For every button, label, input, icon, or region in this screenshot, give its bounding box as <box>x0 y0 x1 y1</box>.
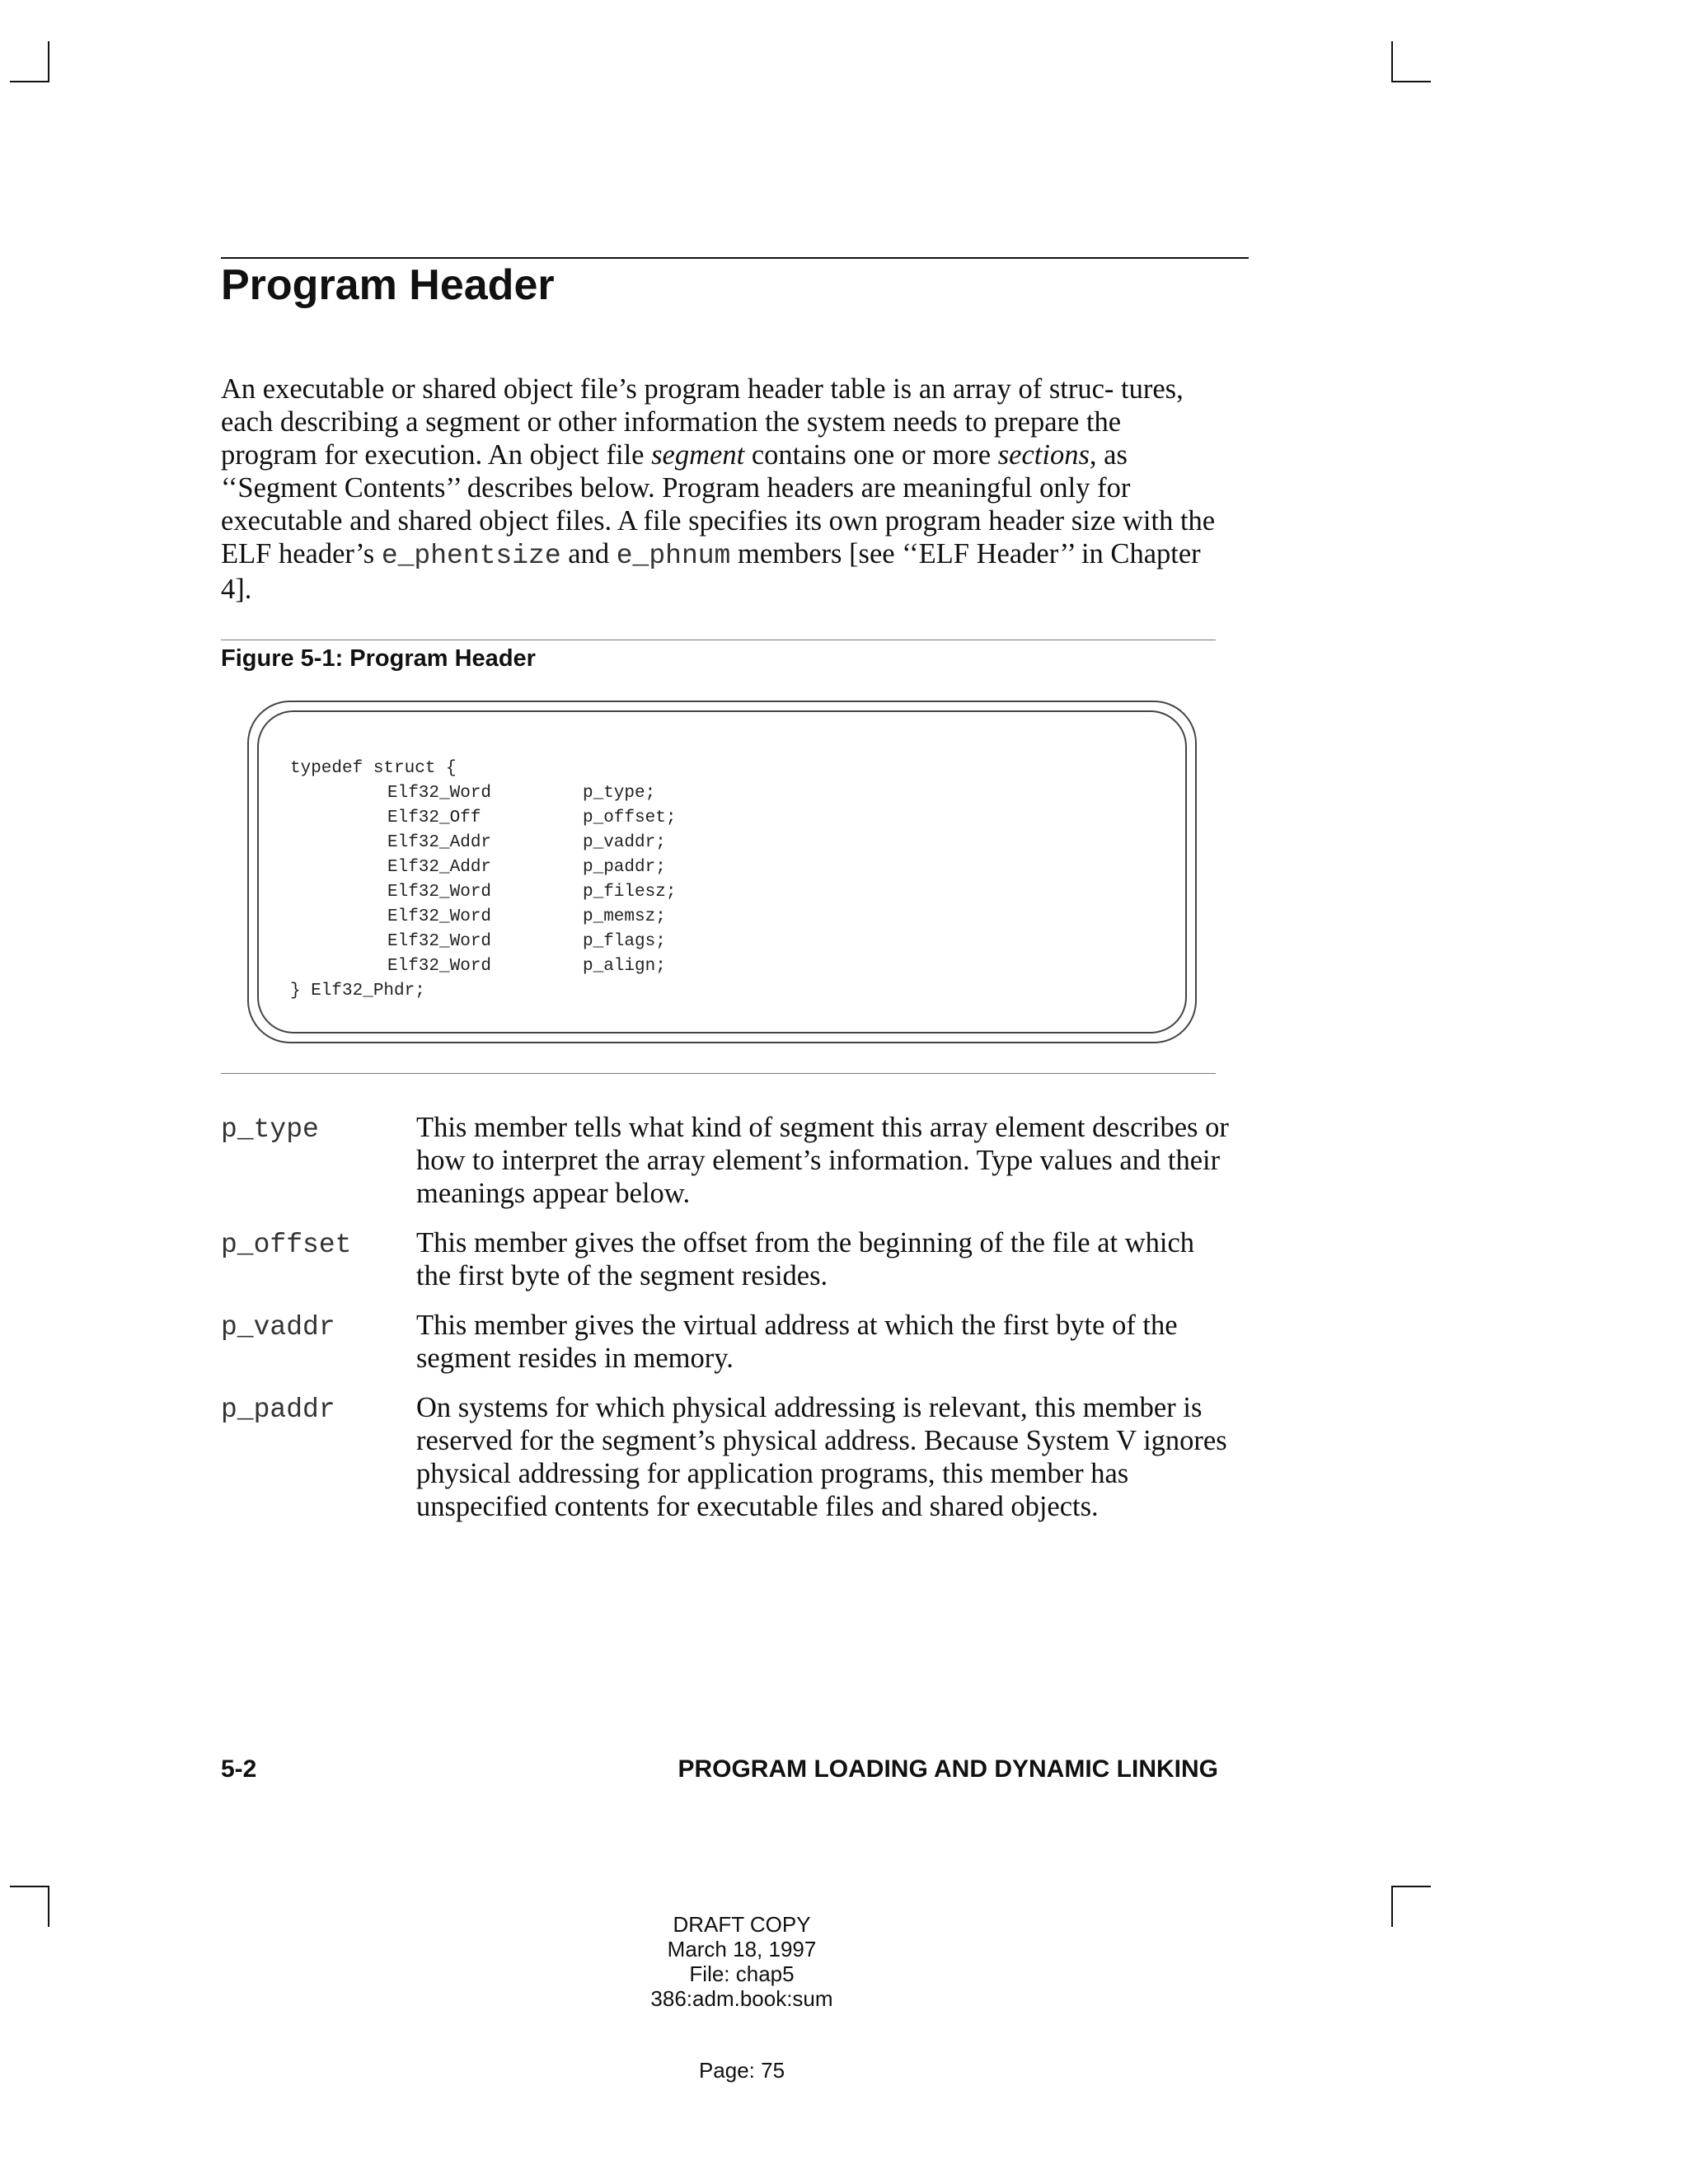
crop-mark-bottom-left <box>48 1886 49 1927</box>
code-block <box>290 757 677 1004</box>
code-field <box>290 831 666 855</box>
page-title: Program Header <box>221 261 555 309</box>
member-definition <box>221 1391 1231 1523</box>
field-type: Elf32_Word <box>387 957 492 976</box>
field-name: p_filesz; <box>583 883 677 902</box>
draft-date: March 18, 1997 <box>667 1937 817 1961</box>
member-description: This member gives the virtual address at which the first byte of the segment resides in memory. <box>416 1310 1178 1374</box>
field-name: p_paddr; <box>583 858 666 877</box>
crop-mark-top-right <box>1391 81 1431 82</box>
code-field <box>290 806 677 831</box>
draft-book: 386:adm.book:sum <box>650 1986 833 2011</box>
field-name: p_vaddr; <box>583 833 666 852</box>
member-definition <box>221 1226 1231 1292</box>
member-description: On systems for which physical addressing is relevant, this member is reserved for the segment’s physical address. Because System V ignores physical addressing for application programs, this member has unspecified contents for executable files and shared objects. <box>416 1392 1227 1522</box>
intro-code-phnum: e_phnum <box>616 541 731 571</box>
intro-text-2: contains one or more <box>744 439 998 471</box>
crop-mark-top-right <box>1391 41 1393 82</box>
intro-text-3: , as ‘‘Segment Contents’’ describes below. Program headers are meaningful only for executable and shared object files. A file specifies its own program header size with the ELF header’s <box>221 439 1216 569</box>
intro-emphasis-sections: sections <box>997 439 1090 471</box>
member-definition <box>221 1111 1231 1210</box>
draft-file: File: chap5 <box>689 1961 795 1986</box>
intro-paragraph <box>221 373 1222 606</box>
code-field <box>290 781 656 806</box>
member-name: p_offset <box>221 1230 352 1260</box>
member-description: This member gives the offset from the beginning of the file at which the first byte of the segment resides. <box>416 1227 1195 1291</box>
code-field <box>290 880 677 905</box>
field-type: Elf32_Word <box>387 883 492 902</box>
page-label: 5-2 <box>221 1755 257 1783</box>
member-definition <box>221 1309 1231 1375</box>
field-name: p_offset; <box>583 808 677 827</box>
member-name: p_vaddr <box>221 1312 335 1343</box>
code-line-close: } Elf32_Phdr; <box>290 982 425 1001</box>
title-rule <box>221 257 1249 259</box>
code-field <box>290 930 666 954</box>
field-type: Elf32_Word <box>387 932 492 951</box>
code-line-open: typedef struct { <box>290 759 457 778</box>
field-name: p_memsz; <box>583 907 666 926</box>
field-type: Elf32_Addr <box>387 858 492 877</box>
field-type: Elf32_Word <box>387 784 492 803</box>
intro-text-4: and <box>560 538 617 569</box>
code-field <box>290 905 666 930</box>
code-field <box>290 954 666 979</box>
draft-line: DRAFT COPY <box>673 1912 811 1937</box>
member-definition-list <box>221 1111 1231 1540</box>
field-name: p_flags; <box>583 932 666 951</box>
draft-stamp <box>618 1912 865 2011</box>
field-type: Elf32_Addr <box>387 833 492 852</box>
member-name: p_paddr <box>221 1394 335 1425</box>
figure-caption: Figure 5-1: Program Header <box>221 645 536 672</box>
intro-text-5: members [see ‘‘ELF Header’’ in Chapter 4]. <box>221 538 1201 605</box>
member-name: p_type <box>221 1114 319 1145</box>
member-description: This member tells what kind of segment this array element describes or how to interpret the array element’s information. Type values and their meanings appear below. <box>416 1112 1229 1209</box>
crop-mark-bottom-right <box>1391 1886 1431 1887</box>
page-number: Page: 75 <box>698 2058 785 2083</box>
field-name: p_align; <box>583 957 666 976</box>
intro-text-1: An executable or shared object file’s program header table is an array of struc- tures, each describing a segment or other information the system needs to prepare the program for execution. An object file <box>221 373 1184 471</box>
intro-emphasis-segment: segment <box>651 439 745 471</box>
crop-mark-bottom-right <box>1391 1886 1393 1927</box>
chapter-title: PROGRAM LOADING AND DYNAMIC LINKING <box>678 1755 1218 1783</box>
code-field <box>290 855 666 880</box>
intro-code-phentsize: e_phentsize <box>381 541 561 571</box>
crop-mark-top-left <box>48 41 49 82</box>
crop-mark-bottom-left <box>10 1886 49 1887</box>
crop-mark-top-left <box>10 81 49 82</box>
field-type: Elf32_Off <box>387 808 481 827</box>
field-name: p_type; <box>583 784 656 803</box>
figure-bottom-rule <box>221 1073 1216 1074</box>
field-type: Elf32_Word <box>387 907 492 926</box>
